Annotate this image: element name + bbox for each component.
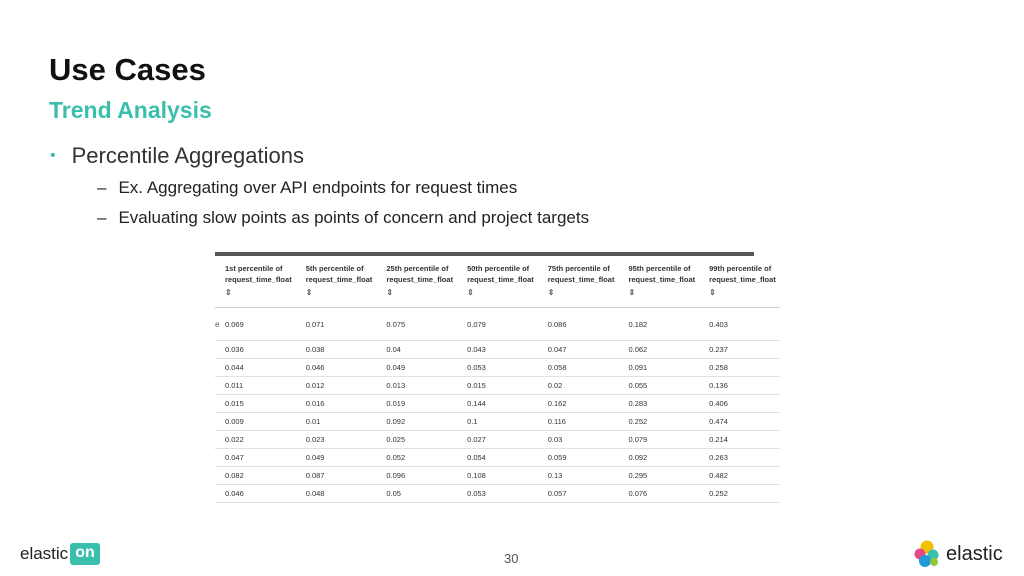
elasticon-logo-word: elastic xyxy=(20,544,69,563)
table-cell: 0.079 xyxy=(618,431,699,449)
table-row xyxy=(215,431,780,449)
table-cell: 0.13 xyxy=(538,467,619,485)
elastic-logo-word: elastic xyxy=(946,542,1003,565)
table-cell: 0.075 xyxy=(376,308,457,341)
column-header[interactable] xyxy=(699,256,780,308)
table-cell: 0.062 xyxy=(618,341,699,359)
table-cell: 0.046 xyxy=(296,359,377,377)
table-cell: 0.01 xyxy=(296,413,377,431)
table-cell: 0.011 xyxy=(215,377,296,395)
table-cell: 0.015 xyxy=(457,377,538,395)
table-cell: 0.474 xyxy=(699,413,780,431)
table-cell: 0.059 xyxy=(538,449,619,467)
table-cell: 0.015 xyxy=(215,395,296,413)
table-cell: 0.027 xyxy=(457,431,538,449)
table-cell: 0.116 xyxy=(538,413,619,431)
table-cell: 0.1 xyxy=(457,413,538,431)
column-header[interactable] xyxy=(538,256,619,308)
column-header-line2: request_time_float xyxy=(467,275,534,284)
table-header-row xyxy=(215,256,780,308)
table-cell: 0.482 xyxy=(699,467,780,485)
column-header-line1: 75th percentile of xyxy=(547,264,610,273)
column-header-line2: request_time_float xyxy=(547,275,615,284)
table-cell: 0.046 xyxy=(215,485,296,503)
table-row xyxy=(215,308,780,341)
table-cell: 0.054 xyxy=(457,449,538,467)
table-cell: 0.05 xyxy=(376,485,457,503)
column-header-line2: request_time_float xyxy=(386,275,454,284)
table-cell: 0.036 xyxy=(215,341,296,359)
table-cell: 0.057 xyxy=(538,485,619,503)
column-header-line1: 95th percentile of xyxy=(628,264,691,273)
column-header-line2: request_time_float xyxy=(709,275,776,284)
elasticon-logo xyxy=(20,543,100,565)
table-cell: 0.048 xyxy=(296,485,377,503)
subbullet-text: Evaluating slow points as points of concern and project targets xyxy=(118,208,590,227)
table-cell: 0.076 xyxy=(618,485,699,503)
table-cell: 0.406 xyxy=(699,395,780,413)
table-cell: 0.086 xyxy=(538,308,619,341)
table-row xyxy=(215,341,780,359)
table-cell: 0.087 xyxy=(296,467,377,485)
table-cell: 0.047 xyxy=(215,449,296,467)
table-cell: 0.052 xyxy=(376,449,457,467)
column-header[interactable] xyxy=(457,256,538,308)
column-header-line1: 50th percentile of xyxy=(467,264,530,273)
column-header-line2: request_time_float xyxy=(628,275,696,284)
table-cell: 0.049 xyxy=(296,449,377,467)
table-row xyxy=(215,377,780,395)
table-cell: 0.108 xyxy=(457,467,538,485)
elasticon-logo-on: on xyxy=(70,543,100,565)
table-cell: 0.022 xyxy=(215,431,296,449)
table-cell: 0.012 xyxy=(296,377,377,395)
subbullet-dash: – xyxy=(97,178,107,197)
table-cell: 0.295 xyxy=(618,467,699,485)
table-cell: 0.025 xyxy=(376,431,457,449)
sort-icon[interactable]: ⇕ xyxy=(305,288,313,297)
subbullet-item xyxy=(97,178,517,198)
table-cell: 0.252 xyxy=(699,485,780,503)
table-cell: 0.047 xyxy=(538,341,619,359)
sort-icon[interactable]: ⇕ xyxy=(547,288,555,297)
table-cell: 0.02 xyxy=(538,377,619,395)
table-row xyxy=(215,395,780,413)
table-cell: 0.013 xyxy=(376,377,457,395)
subbullet-text: Ex. Aggregating over API endpoints for request times xyxy=(118,178,518,197)
elastic-logo-icon xyxy=(912,540,940,568)
table-cell: 0.263 xyxy=(699,449,780,467)
table-cell: 0.04 xyxy=(376,341,457,359)
table-cell: 0.071 xyxy=(296,308,377,341)
percentile-table xyxy=(215,256,780,503)
sort-icon[interactable]: ⇕ xyxy=(225,288,232,297)
table-cell: 0.049 xyxy=(376,359,457,377)
table-cell: 0.03 xyxy=(538,431,619,449)
column-header-line1: 99th percentile of xyxy=(709,264,772,273)
column-header-line1: 5th percentile of xyxy=(305,264,364,273)
table-cell: 0.019 xyxy=(376,395,457,413)
table-cell: 0.009 xyxy=(215,413,296,431)
left-edge-mark: e xyxy=(215,320,220,329)
table-cell: 0.053 xyxy=(457,359,538,377)
bullet-dot: • xyxy=(50,147,56,164)
column-header-line1: 25th percentile of xyxy=(386,264,449,273)
table-row xyxy=(215,413,780,431)
sort-icon[interactable]: ⇕ xyxy=(467,288,474,297)
sort-icon[interactable]: ⇕ xyxy=(628,288,636,297)
table-cell: 0.096 xyxy=(376,467,457,485)
slide-title: Use Cases xyxy=(49,52,206,87)
column-header-line1: 1st percentile of xyxy=(225,264,283,273)
table-cell: 0.162 xyxy=(538,395,619,413)
column-header[interactable] xyxy=(296,256,377,308)
table-cell: 0.214 xyxy=(699,431,780,449)
subbullet-item xyxy=(97,208,589,228)
table-cell: 0.283 xyxy=(618,395,699,413)
table-row xyxy=(215,359,780,377)
table-cell: 0.016 xyxy=(296,395,377,413)
table-cell: 0.091 xyxy=(618,359,699,377)
table-cell: 0.058 xyxy=(538,359,619,377)
table-cell: 0.403 xyxy=(699,308,780,341)
table-body xyxy=(215,308,780,503)
table-cell: 0.092 xyxy=(618,449,699,467)
table-row xyxy=(215,467,780,485)
table-cell: 0.237 xyxy=(699,341,780,359)
table-cell: 0.043 xyxy=(457,341,538,359)
sort-icon[interactable]: ⇕ xyxy=(709,288,716,297)
table-cell: 0.136 xyxy=(699,377,780,395)
column-header-line2: request_time_float xyxy=(225,275,292,284)
sort-icon[interactable]: ⇕ xyxy=(386,288,394,297)
table-cell: 0.023 xyxy=(296,431,377,449)
page-number: 30 xyxy=(504,551,519,566)
table-cell: 0.258 xyxy=(699,359,780,377)
table-cell: 0.044 xyxy=(215,359,296,377)
table-cell: 0.069 xyxy=(215,308,296,341)
column-header[interactable] xyxy=(618,256,699,308)
table-cell: 0.079 xyxy=(457,308,538,341)
column-header[interactable] xyxy=(215,256,296,308)
subbullet-dash: – xyxy=(97,208,107,227)
column-header[interactable] xyxy=(376,256,457,308)
table-cell: 0.092 xyxy=(376,413,457,431)
bullet-text: Percentile Aggregations xyxy=(71,143,304,168)
table-cell: 0.053 xyxy=(457,485,538,503)
table-cell: 0.144 xyxy=(457,395,538,413)
table-cell: 0.082 xyxy=(215,467,296,485)
table-row xyxy=(215,449,780,467)
table-cell: 0.252 xyxy=(618,413,699,431)
bullet-item xyxy=(50,143,304,169)
column-header-line2: request_time_float xyxy=(305,275,373,284)
slide-subtitle: Trend Analysis xyxy=(49,97,212,123)
table-cell: 0.055 xyxy=(618,377,699,395)
elastic-logo xyxy=(912,540,1003,568)
percentile-table-screenshot xyxy=(215,252,776,498)
table-cell: 0.038 xyxy=(296,341,377,359)
table-cell: 0.182 xyxy=(618,308,699,341)
table-row xyxy=(215,485,780,503)
